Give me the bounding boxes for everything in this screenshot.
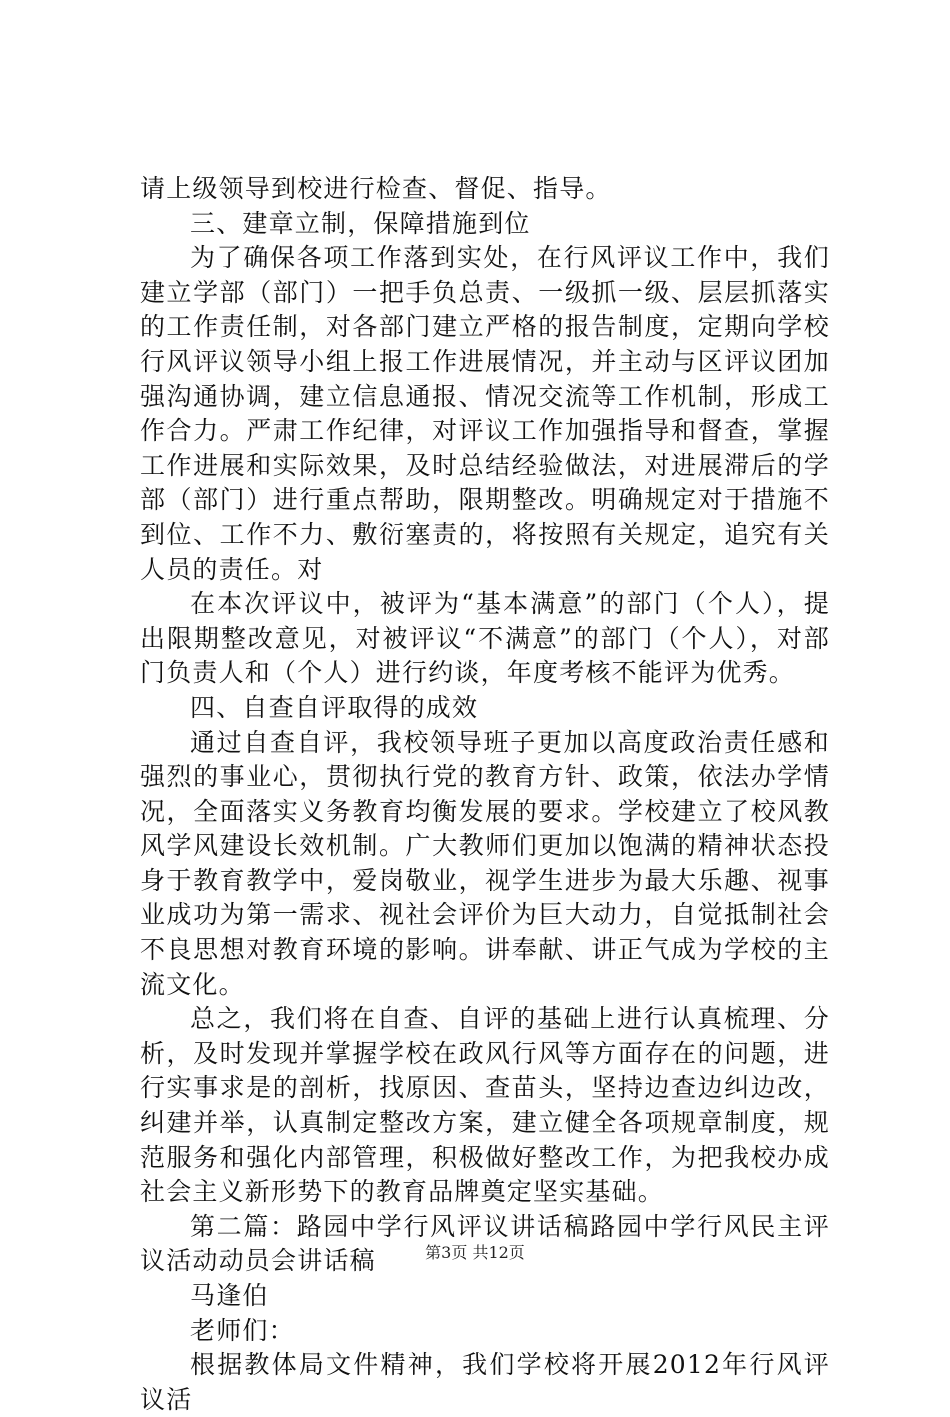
author-name: 马逢伯 [190,1281,269,1310]
section-heading: 三、建章立制，保障措施到位 [190,208,531,238]
paragraph: 在本次评议中，被评为“基本满意”的部门（个人），提出限期整改意见，对被评议“不满意”的部门（个人），对部门负责人和（个人）进行约谈，年度考核不能评为优秀。 [140,589,830,688]
paragraph: 请上级领导到校进行检查、督促、指导。 [140,174,612,203]
salutation: 老师们： [190,1315,295,1345]
document-body [140,172,830,1417]
paragraph: 总之，我们将在自查、自评的基础上进行认真梳理、分析，及时发现并掌握学校在政风行风等方面存在的问题，进行实事求是的剖析，找原因、查苗头，坚持边查边纠边改，纠建并举，认真制定整改方案，建立健全各项规章制度，规范服务和强化内部管理，积极做好整改工作，为把我校办成社会主义新形势下的教育品牌奠定坚实基础。 [140,1004,830,1207]
chapter-heading: 第二篇：路园中学行风评议讲话稿路园中学行风民主评议活动动员会讲话稿 [140,1211,830,1276]
page-number-footer: 第3页 共12页 [425,1243,525,1262]
paragraph: 通过自查自评，我校领导班子更加以高度政治责任感和强烈的事业心，贯彻执行党的教育方针、政策，依法办学情况，全面落实义务教育均衡发展的要求。学校建立了校风教风学风建设长效机制。广大教师们更加以饱满的精神状态投身于教育教学中，爱岗敬业，视学生进步为最大乐趣、视事业成功为第一需求、视社会评价为巨大动力，自觉抵制社会不良思想对教育环境的影响。讲奉献、讲正气成为学校的主流文化。 [140,727,830,999]
paragraph: 为了确保各项工作落到实处，在行风评议工作中，我们建立学部（部门）一把手负总责、一级抓一级、层层抓落实的工作责任制，对各部门建立严格的报告制度，定期向学校行风评议领导小组上报工作进展情况，并主动与区评议团加强沟通协调，建立信息通报、情况交流等工作机制，形成工作合力。严肃工作纪律，对评议工作加强指导和督查，掌握工作进展和实际效果，及时总结经验做法，对进展滞后的学部（部门）进行重点帮助，限期整改。明确规定对于措施不到位、工作不力、敷衍塞责的，将按照有关规定，追究有关人员的责任。对 [140,243,830,584]
section-heading: 四、自查自评取得的成效 [190,692,479,722]
paragraph: 根据教体局文件精神，我们学校将开展2012年行风评议活 [140,1350,830,1414]
